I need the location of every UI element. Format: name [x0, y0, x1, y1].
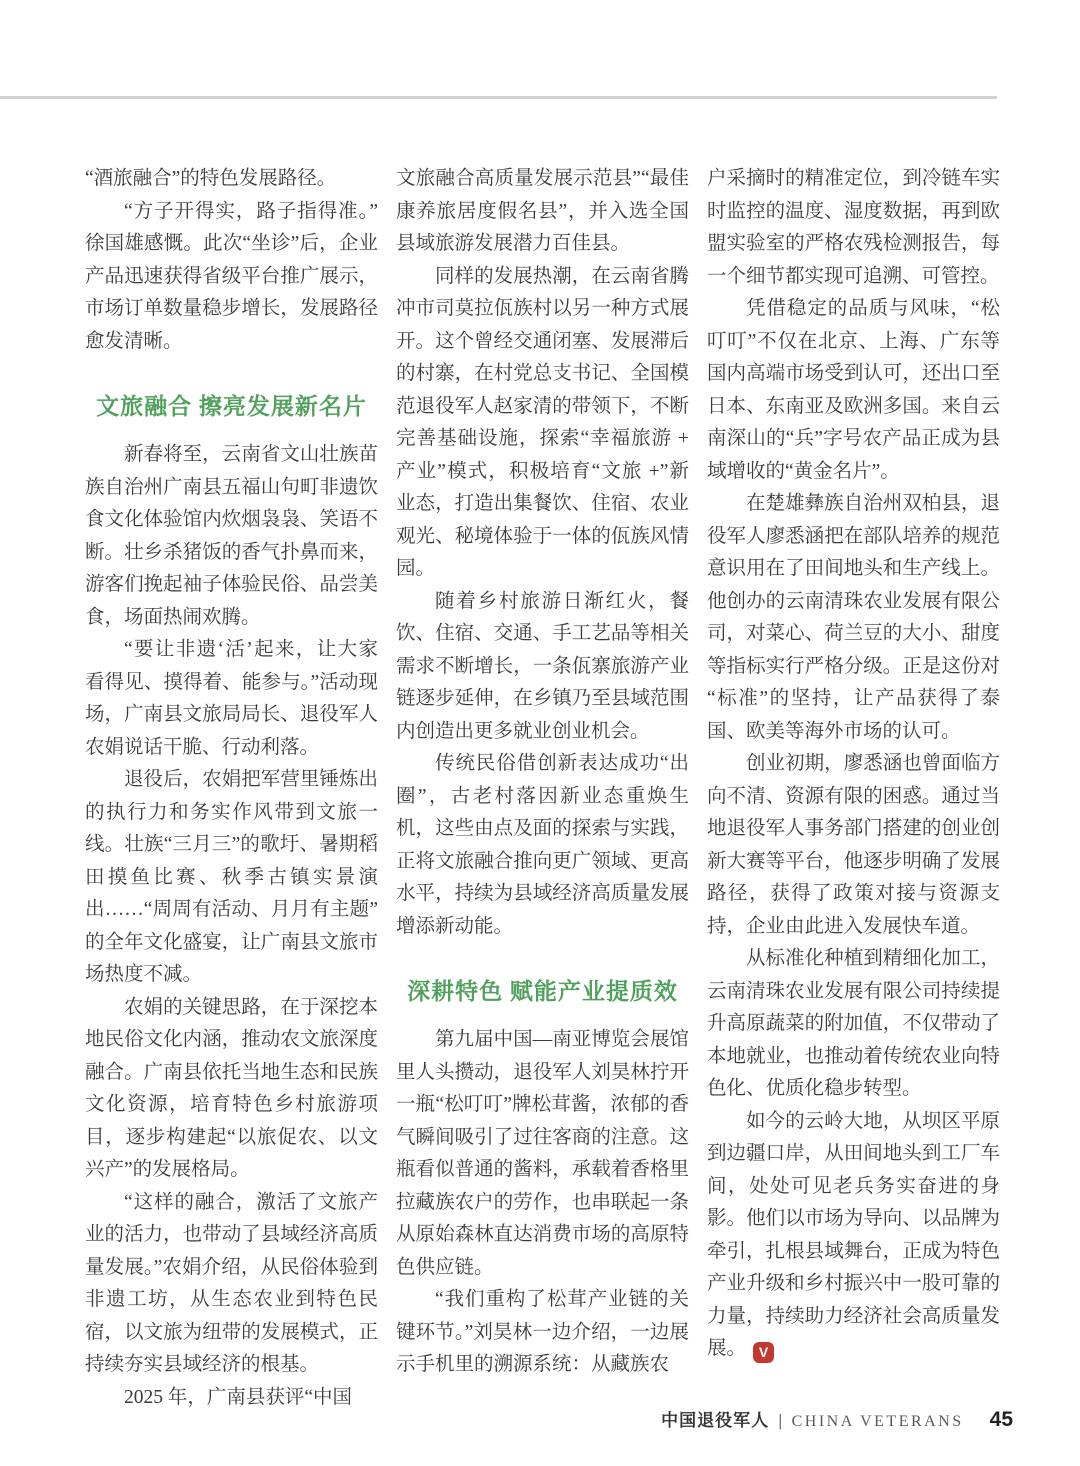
magazine-name-cn: 中国退役军人: [661, 1411, 770, 1430]
paragraph: “酒旅融合”的特色发展路径。: [85, 168, 337, 189]
page-footer: [661, 1406, 1013, 1432]
article-column-3: [707, 163, 1000, 1395]
article-column-1: [85, 163, 378, 1408]
paragraph: “要让非遗‘活’起来，让大家看得见、摸得着、能参与。”活动现场，广南县文旅局局长、退役军人农娟说话干脆、行动利落。: [85, 639, 378, 758]
paragraph: 在楚雄彝族自治州双柏县，退役军人廖悉涵把在部队培养的规范意识用在了田间地头和生产线上。他创办的云南清珠农业发展有限公司，对菜心、荷兰豆的大小、甜度等指标实行严格分级。正是这份对“标准”的坚持，让产品获得了泰国、欧美等海外市场的认可。: [707, 493, 1000, 742]
paragraph: 同样的发展热潮，在云南省腾冲市司莫拉佤族村以另一种方式展开。这个曾经交通闭塞、发展滞后的村寨，在村党总支书记、全国模范退役军人赵家清的带领下，不断完善基础设施，探索“幸福旅游 + 产业”模式，积极培育“文旅 +”新业态，打造出集餐饮、住宿、农业观光、秘境体验于一体的佤族风情园。: [396, 265, 689, 579]
section-heading: 文旅融合 擦亮发展新名片: [96, 394, 367, 419]
paragraph: 2025 年，广南县获评“中国: [124, 1386, 353, 1408]
paragraph: “这样的融合，激活了文旅产业的活力，也带动了县域经济高质量发展。”农娟介绍，从民俗体验到非遗工坊，从生态农业到特色民宿，以文旅为纽带的发展模式，正持续夯实县域经济的根基。: [85, 1191, 378, 1375]
paragraph: 新春将至，云南省文山壮族苗族自治州广南县五福山句町非遗饮食文化体验馆内炊烟袅袅、笑语不断。壮乡杀猪饭的香气扑鼻而来，游客们挽起袖子体验民俗、品尝美食，场面热闹欢腾。: [85, 444, 378, 628]
article-column-2: [396, 163, 689, 1395]
paragraph: “我们重构了松茸产业链的关键环节。”刘昊林一边介绍，一边展示手机里的溯源系统：从藏族农: [396, 1289, 689, 1375]
paragraph: 退役后，农娟把军营里锤炼出的执行力和务实作风带到文旅一线。壮族“三月三”的歌圩、暑期稻田摸鱼比赛、秋季古镇实景演出……“周周有活动、月月有主题”的全年文化盛宴，让广南县文旅市场热度不减。: [85, 769, 378, 985]
footer-separator: |: [778, 1411, 783, 1430]
paragraph: 如今的云岭大地，从坝区平原到边疆口岸，从田间地头到工厂车间，处处可见老兵务实奋进的身影。他们以市场为导向、以品牌为牵引，扎根县域舞台，正成为特色产业升级和乡村振兴中一股可靠的力量，持续助力经济社会高质量发展。 V: [707, 1106, 1000, 1366]
magazine-name-en: CHINA VETERANS: [791, 1413, 964, 1430]
top-rule: [0, 96, 997, 99]
paragraph: 凭借稳定的品质与风味，“松叮叮”不仅在北京、上海、广东等国内高端市场受到认可，还出口至日本、东南亚及欧洲多国。来自云南深山的“兵”字号农产品正成为县域增收的“黄金名片”。: [707, 298, 1000, 482]
section-heading: 深耕特色 赋能产业提质效: [407, 979, 678, 1004]
paragraph: “方子开得实，路子指得准。”徐国雄感慨。此次“坐诊”后，企业产品迅速获得省级平台推广展示，市场订单数量稳步增长，发展路径愈发清晰。: [85, 200, 378, 352]
paragraph: 创业初期，廖悉涵也曾面临方向不清、资源有限的困惑。通过当地退役军人事务部门搭建的创业创新大赛等平台，他逐步明确了发展路径，获得了政策对接与资源支持，企业由此进入发展快车道。: [707, 753, 1000, 937]
paragraph: 户采摘时的精准定位，到冷链车实时监控的温度、湿度数据，再到欧盟实验室的严格农残检测报告，每一个细节都实现可追溯、可管控。: [707, 168, 1000, 287]
article-end-mark-icon: V: [753, 1342, 774, 1363]
paragraph: 传统民俗借创新表达成功“出圈”，古老村落因新业态重焕生机，这些由点及面的探索与实践，正将文旅融合推向更广领域、更高水平，持续为县域经济高质量发展增添新动能。: [396, 753, 689, 937]
paragraph: 随着乡村旅游日渐红火，餐饮、住宿、交通、手工艺品等相关需求不断增长，一条佤寨旅游产业链逐步延伸，在乡镇乃至县域范围内创造出更多就业创业机会。: [396, 590, 689, 742]
page-number: 45: [989, 1408, 1013, 1431]
paragraph: 从标准化种植到精细化加工，云南清珠农业发展有限公司持续提升高原蔬菜的附加值，不仅带动了本地就业，也推动着传统农业向特色化、优质化稳步转型。: [707, 948, 1000, 1099]
paragraph: 第九届中国—南亚博览会展馆里人头攒动，退役军人刘昊林拧开一瓶“松叮叮”牌松茸酱，浓郁的香气瞬间吸引了过往客商的注意。这瓶看似普通的酱料，承载着香格里拉藏族农户的劳作，也串联起一条从原始森林直达消费市场的高原特色供应链。: [396, 1029, 689, 1278]
article-body: [85, 163, 1000, 1408]
paragraph: 农娟的关键思路，在于深挖本地民俗文化内涵，推动农文旅深度融合。广南县依托当地生态和民族文化资源，培育特色乡村旅游项目，逐步构建起“以旅促农、以文兴产”的发展格局。: [85, 996, 378, 1180]
paragraph: 文旅融合高质量发展示范县”“最佳康养旅居度假名县”，并入选全国县域旅游发展潜力百佳县。: [396, 168, 689, 254]
